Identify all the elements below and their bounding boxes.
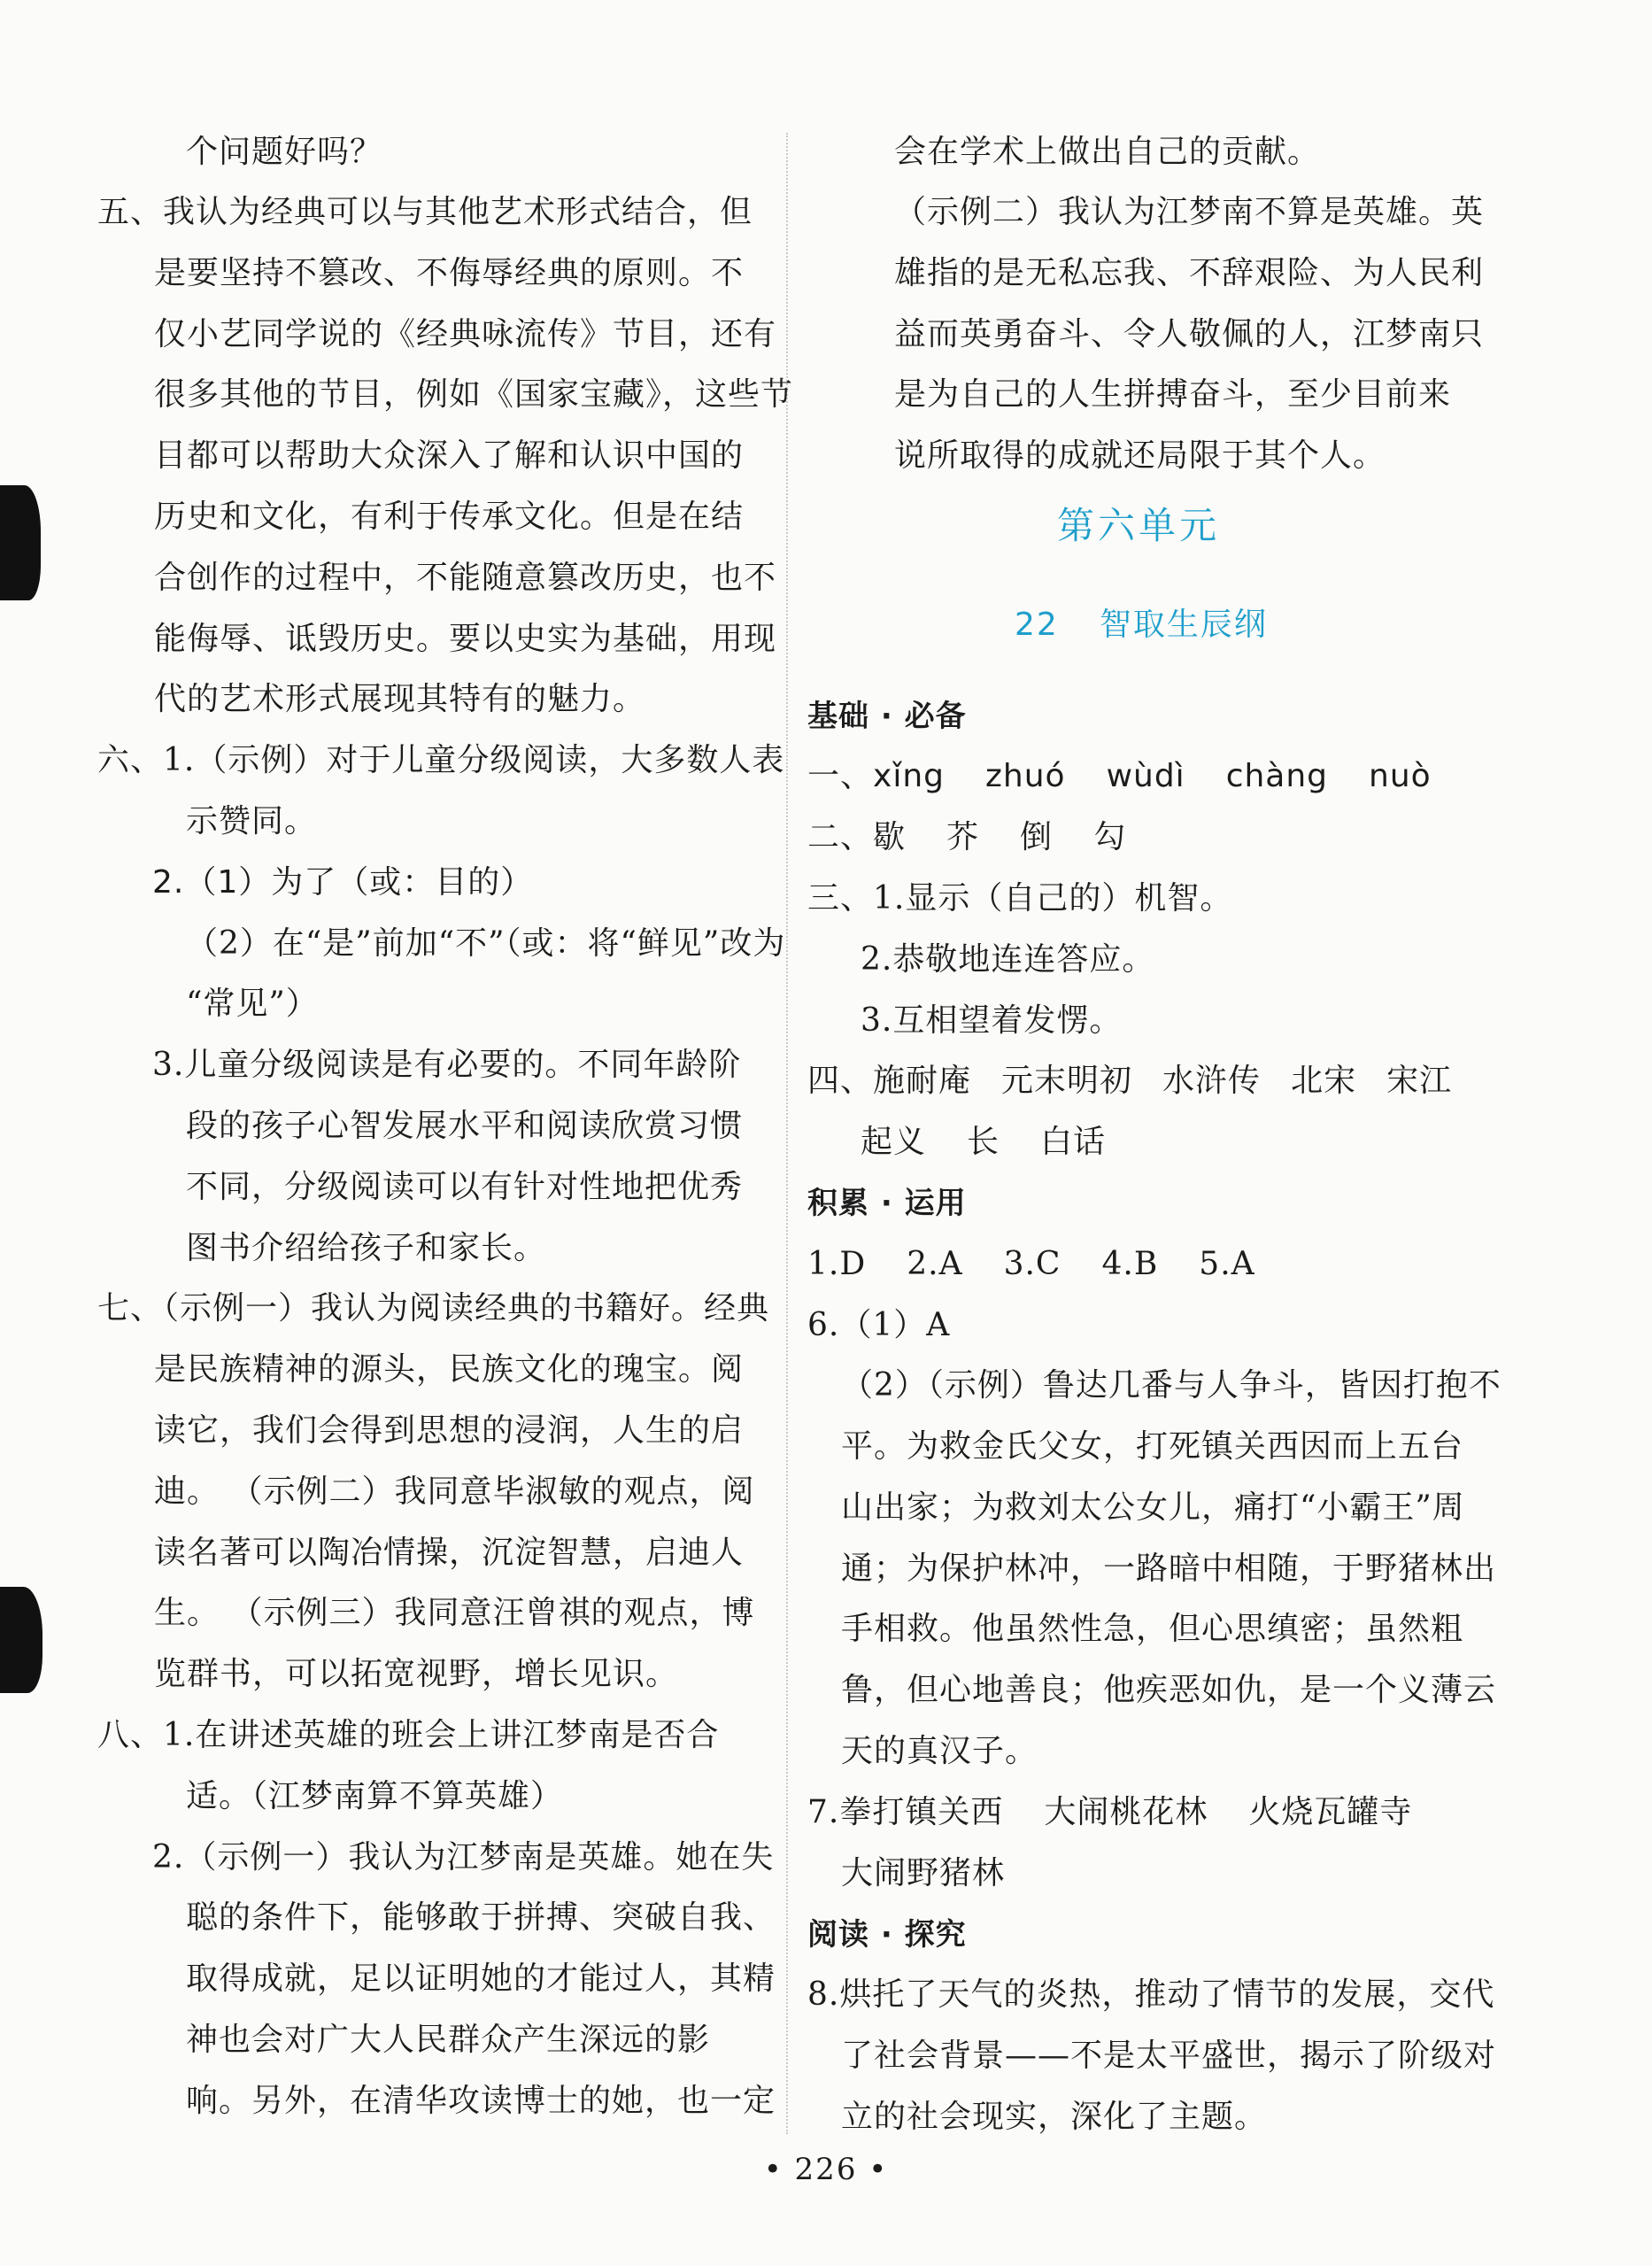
text-line: 响。另外，在清华攻读博士的她，也一定 [186, 2083, 776, 2119]
text-line: 神也会对广大人民群众产生深远的影 [186, 2022, 711, 2058]
section-heading: 基础 · 必备 [807, 699, 967, 734]
text-line: 是为自己的人生拼搏奋斗，至少目前来 [894, 376, 1452, 413]
mc-answer: 5.A [1199, 1246, 1255, 1282]
pinyin-item: xǐng [873, 758, 945, 794]
text-line: 五、我认为经典可以与其他艺术形式结合，但 [97, 194, 753, 230]
mc-answer: 3.C [1003, 1246, 1061, 1282]
column-divider [786, 133, 788, 2134]
text-line: 是民族精神的源头，民族文化的瑰宝。阅 [154, 1351, 745, 1388]
text-line: 鲁，但心地善良；他疾恶如仇，是一个义薄云 [841, 1672, 1497, 1708]
unit-heading: 第六单元 [1057, 504, 1221, 547]
text-line: 图书介绍给孩子和家长。 [186, 1230, 547, 1266]
question-label: 四、 [807, 1063, 874, 1099]
text-line: 读它，我们会得到思想的浸润，人生的启 [154, 1412, 745, 1449]
answer-item: 芥 [946, 819, 980, 855]
answer-item: 倒 [1020, 819, 1054, 855]
text-line: 取得成就，足以证明她的才能过人，其精 [186, 1961, 776, 1997]
pinyin-item: zhuó [985, 758, 1066, 794]
answer-row [807, 1062, 1452, 1101]
text-line: 8.烘托了天气的炎热，推动了情节的发展，交代 [807, 1976, 1495, 2013]
pinyin-item: chàng [1225, 758, 1329, 794]
text-line: 益而英勇奋斗、令人敬佩的人，江梦南只 [894, 316, 1485, 352]
mc-answer: 1.D [807, 1246, 867, 1282]
text-line: 说所取得的成就还局限于其个人。 [894, 437, 1386, 474]
text-line: 会在学术上做出自己的贡献。 [894, 134, 1321, 170]
text-line: （2）在“是”前加“不”（或：将“鲜见”改为 [186, 925, 786, 962]
text-line: 读名著可以陶冶情操，沉淀智慧，启迪人 [154, 1535, 745, 1571]
answer-item: 拳打镇关西 [839, 1794, 1004, 1830]
text-line: 个问题好吗？ [186, 134, 383, 170]
text-line: 大闹野猪林 [841, 1855, 1006, 1891]
section-heading: 积累 · 运用 [807, 1186, 967, 1221]
pinyin-item: nuò [1369, 758, 1432, 794]
answer-item: 火烧瓦罐寺 [1248, 1794, 1413, 1830]
lesson-title: 智取生辰纲 [1099, 607, 1268, 643]
question-label: 一、 [807, 758, 874, 794]
text-line: 七、（示例一）我认为阅读经典的书籍好。经典 [97, 1290, 770, 1326]
text-line: 是要坚持不篡改、不侮辱经典的原则。不 [154, 255, 745, 291]
section-heading: 阅读 · 探究 [807, 1917, 967, 1953]
answer-item: 大闹桃花林 [1044, 1794, 1208, 1830]
text-line: （示例二）我认为江梦南不算是英雄。英 [894, 194, 1485, 230]
answer-row [807, 1245, 1255, 1284]
answer-item: 元末明初 [1001, 1063, 1133, 1099]
answer-item: 歇 [873, 819, 907, 855]
text-line: 雄指的是无私忘我、不辞艰险、为人民利 [894, 255, 1485, 291]
answer-item: 起义 [861, 1124, 927, 1160]
text-line: 平。为救金氏父女，打死镇关西因而上五台 [841, 1428, 1464, 1465]
text-line: 合创作的过程中，不能随意篡改历史，也不 [154, 560, 777, 596]
answer-item: 北宋 [1291, 1063, 1357, 1099]
text-line: 生。 （示例三）我同意汪曾祺的观点，博 [154, 1595, 755, 1631]
text-line: 仅小艺同学说的《经典咏流传》节目，还有 [154, 316, 777, 352]
text-line: 览群书，可以拓宽视野，增长见识。 [154, 1656, 679, 1692]
text-line: 能侮辱、诋毁历史。要以史实为基础，用现 [154, 621, 777, 657]
answer-item: 勾 [1093, 819, 1127, 855]
text-line: 很多其他的节目，例如《国家宝藏》，这些节 [154, 376, 794, 413]
text-line: 3.儿童分级阅读是有必要的。不同年龄阶 [152, 1047, 742, 1083]
scan-blot-top [0, 485, 41, 600]
pinyin-item: wùdì [1106, 758, 1185, 794]
answer-row [807, 1793, 1412, 1832]
text-line: （2）（示例）鲁达几番与人争斗，皆因打抱不 [841, 1367, 1501, 1404]
text-line: 通；为保护林冲，一路暗中相随，于野猪林出 [841, 1551, 1497, 1587]
answer-row [807, 818, 1126, 857]
text-line: 聪的条件下，能够敢于拼搏、突破自我、 [186, 1899, 776, 1936]
text-line: 2.（1）为了（或：目的） [152, 864, 534, 901]
text-line: 手相救。他虽然性急，但心思缜密；虽然粗 [841, 1611, 1464, 1647]
answer-row [861, 1123, 1106, 1162]
mc-answer: 4.B [1101, 1246, 1159, 1282]
scan-blot-bottom [0, 1587, 42, 1693]
text-line: 迪。 （示例二）我同意毕淑敏的观点，阅 [154, 1473, 755, 1510]
text-line: 不同，分级阅读可以有针对性地把优秀 [186, 1169, 744, 1205]
text-line: 2.（示例一）我认为江梦南是英雄。她在失 [152, 1839, 775, 1875]
text-line: 代的艺术形式展现其特有的魅力。 [154, 681, 646, 717]
answer-item: 长 [967, 1124, 1000, 1160]
answer-item: 施耐庵 [873, 1063, 972, 1099]
question-label: 二、 [807, 819, 874, 855]
text-line: 八、1.在讲述英雄的班会上讲江梦南是否合 [97, 1717, 720, 1753]
page-number: • 226 • [763, 2152, 889, 2187]
text-line: 示赞同。 [186, 803, 318, 839]
text-line: 六、1.（示例）对于儿童分级阅读，大多数人表 [97, 742, 785, 778]
question-label: 7. [807, 1794, 840, 1830]
text-line: 2.恭敬地连连答应。 [861, 941, 1155, 978]
text-line: 历史和文化，有利于传承文化。但是在结 [154, 499, 745, 535]
text-line: 目都可以帮助大众深入了解和认识中国的 [154, 437, 745, 474]
text-line: 山出家；为救刘太公女儿，痛打“小霸王”周 [841, 1489, 1465, 1526]
answer-item: 水浒传 [1162, 1063, 1262, 1099]
answer-item: 宋江 [1386, 1063, 1453, 1099]
text-line: 立的社会现实，深化了主题。 [841, 2099, 1268, 2135]
text-line: 适。（江梦南算不算英雄） [186, 1778, 564, 1814]
lesson-number: 22 [1015, 607, 1059, 643]
text-line: 6.（1）A [807, 1307, 951, 1343]
text-line: 三、1.显示（自己的）机智。 [807, 880, 1233, 916]
lesson-heading [1015, 606, 1268, 645]
answer-row [807, 757, 1432, 796]
text-line: 3.互相望着发愣。 [861, 1002, 1123, 1039]
answer-item: 白话 [1040, 1124, 1107, 1160]
text-line: “常见”） [186, 986, 319, 1022]
text-line: 了社会背景——不是太平盛世，揭示了阶级对 [841, 2038, 1497, 2074]
mc-answer: 2.A [907, 1246, 963, 1282]
text-line: 段的孩子心智发展水平和阅读欣赏习惯 [186, 1108, 744, 1144]
text-line: 天的真汉子。 [841, 1733, 1038, 1769]
